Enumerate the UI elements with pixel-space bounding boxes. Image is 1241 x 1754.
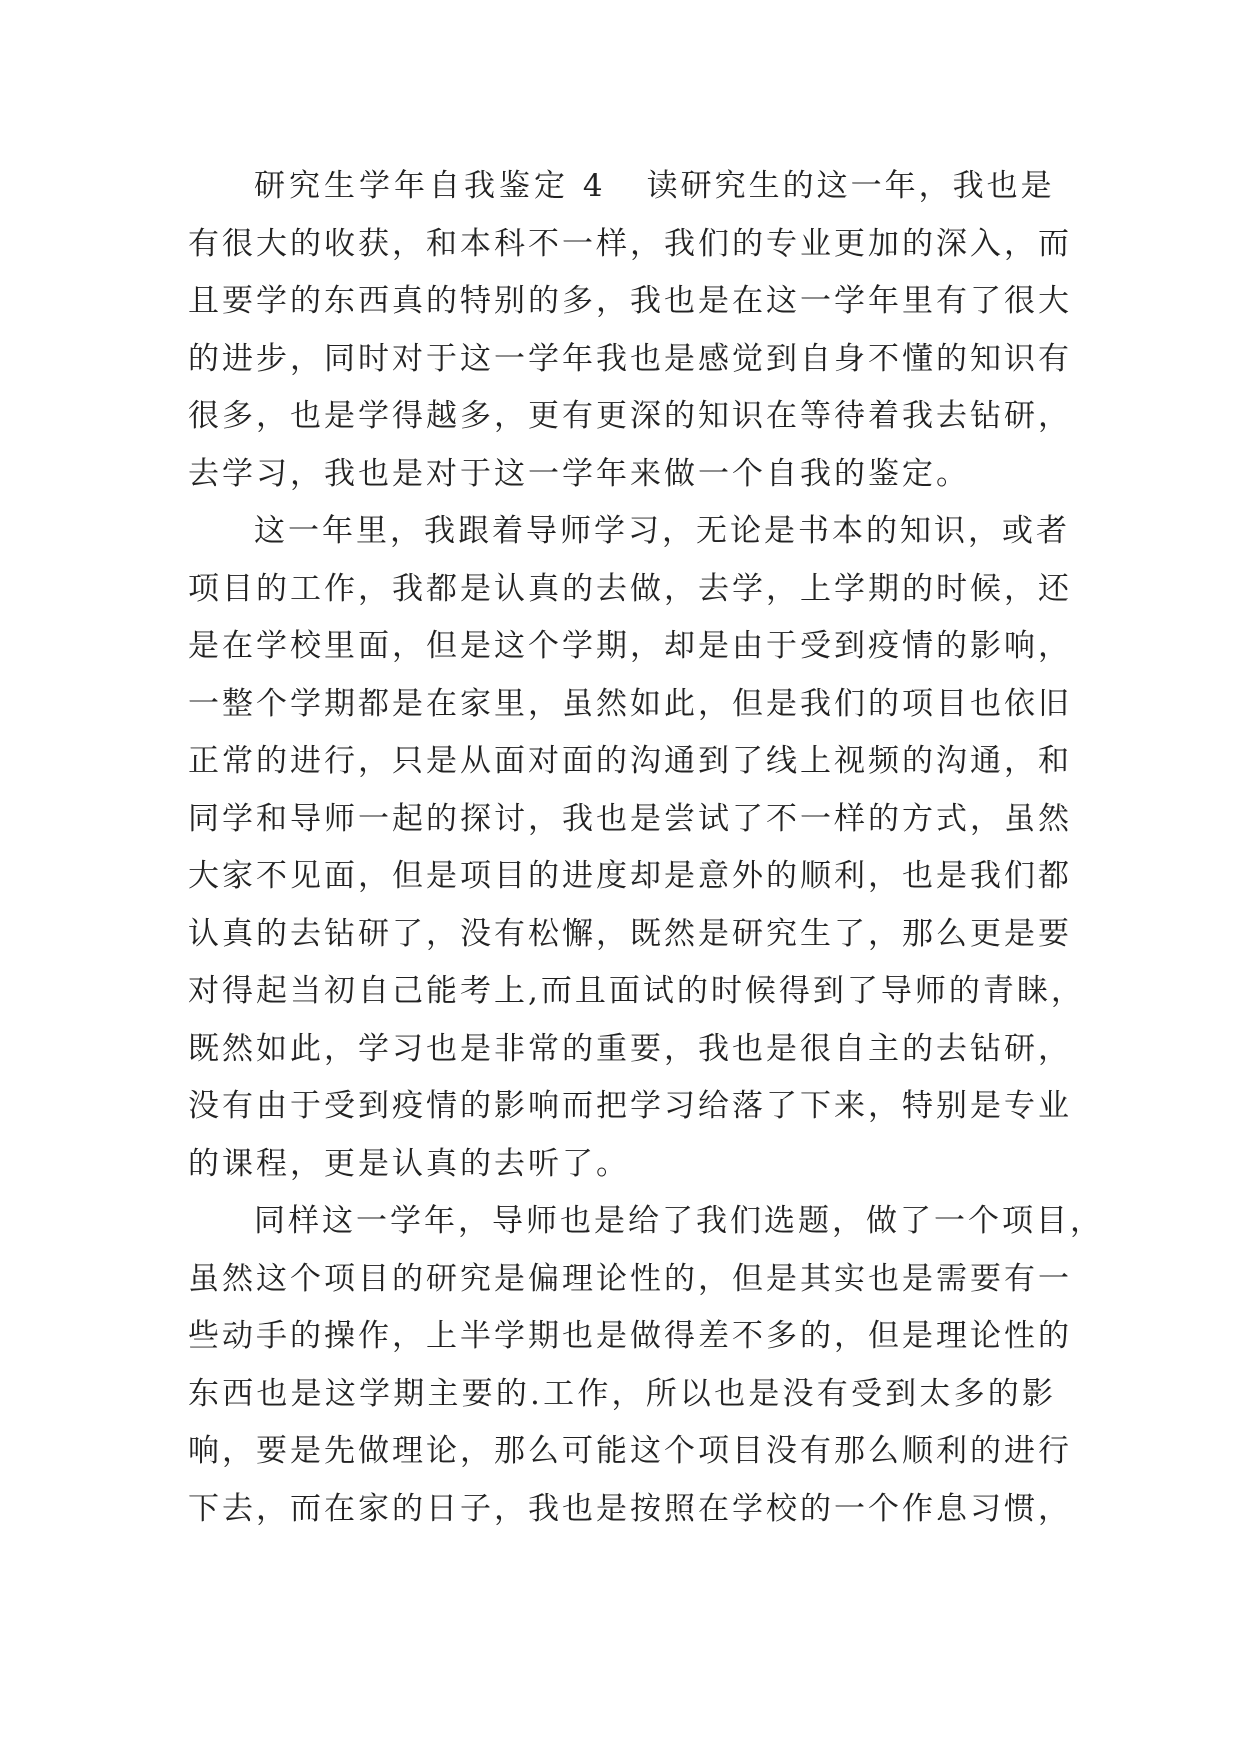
- paragraph-1-line-3: 且要学的东西真的特别的多，我也是在这一学年里有了很大: [188, 283, 1072, 319]
- paragraph-1-line-1: [188, 158, 1056, 216]
- paragraph-1-line-2: 有很大的收获，和本科不一样，我们的专业更加的深入，而: [188, 225, 1072, 262]
- paragraph-2-line-8: 认真的去钻研了，没有松懈，既然是研究生了，那么更是要: [188, 915, 1072, 952]
- paragraph-3-line-1: 同样这一学年，导师也是给了我们选题，做了一个项目，: [254, 1203, 1104, 1239]
- paragraph-2-line-3: 是在学校里面，但是这个学期，却是由于受到疫情的影响，: [188, 628, 1072, 664]
- paragraph-2-line-5: 正常的进行，只是从面对面的沟通到了线上视频的沟通，和: [188, 743, 1072, 779]
- paragraph-1-text-line-1: 读研究生的这一年，我也是: [646, 168, 1055, 204]
- document-title: 研究生学年自我鉴定 4: [254, 168, 607, 204]
- paragraph-2-line-7: 大家不见面，但是项目的进度却是意外的顺利，也是我们都: [188, 858, 1072, 894]
- paragraph-2-line-1: 这一年里，我跟着导师学习，无论是书本的知识，或者: [254, 513, 1070, 549]
- paragraph-3-line-6: 下去，而在家的日子，我也是按照在学校的一个作息习惯，: [188, 1490, 1072, 1527]
- paragraph-3-line-4: 东西也是这学期主要的.工作，所以也是没有受到太多的影: [188, 1375, 1056, 1412]
- paragraph-3-line-2: 虽然这个项目的研究是偏理论性的，但是其实也是需要有一: [188, 1260, 1072, 1297]
- paragraph-2-line-9: 对得起当初自己能考上,而且面试的时候得到了导师的青睐，: [188, 973, 1085, 1009]
- paragraph-3-line-5: 响，要是先做理论，那么可能这个项目没有那么顺利的进行: [188, 1433, 1072, 1469]
- paragraph-1-line-4: 的进步，同时对于这一学年我也是感觉到自身不懂的知识有: [188, 340, 1072, 377]
- paragraph-2-line-11: 没有由于受到疫情的影响而把学习给落了下来，特别是专业: [188, 1088, 1072, 1124]
- paragraph-3-line-3: 些动手的操作，上半学期也是做得差不多的，但是理论性的: [188, 1318, 1072, 1354]
- paragraph-2-line-6: 同学和导师一起的探讨，我也是尝试了不一样的方式，虽然: [188, 800, 1072, 837]
- paragraph-1-line-5: 很多，也是学得越多，更有更深的知识在等待着我去钻研，: [188, 398, 1072, 434]
- document-body: [188, 158, 1104, 1538]
- paragraph-2-line-2: 项目的工作，我都是认真的去做，去学，上学期的时候，还: [188, 570, 1072, 607]
- paragraph-2-line-10: 既然如此，学习也是非常的重要，我也是很自主的去钻研，: [188, 1030, 1072, 1067]
- paragraph-2-line-4: 一整个学期都是在家里，虽然如此，但是我们的项目也依旧: [188, 685, 1072, 722]
- paragraph-2-line-12: 的课程，更是认真的去听了。: [188, 1145, 630, 1182]
- paragraph-1-line-6: 去学习，我也是对于这一学年来做一个自我的鉴定。: [188, 455, 970, 492]
